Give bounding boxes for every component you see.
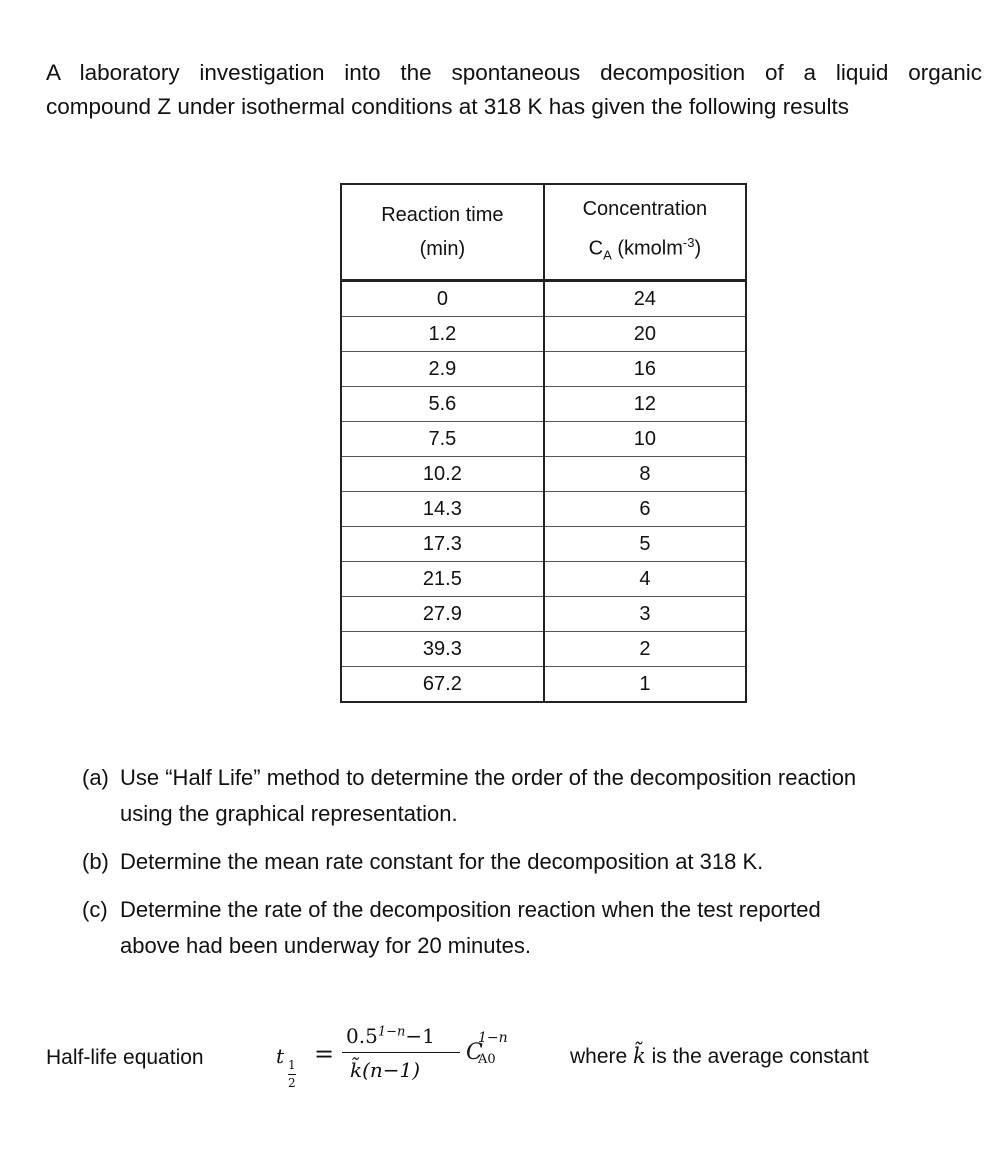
half-life-note: where k̃ is the average constant <box>570 1044 869 1068</box>
cell-concentration: 8 <box>544 457 746 492</box>
table-row <box>341 387 746 422</box>
formula-denominator: k̃(n−1) <box>350 1058 421 1082</box>
cell-reaction-time: 67.2 <box>341 667 544 703</box>
cell-reaction-time: 14.3 <box>341 492 544 527</box>
cell-reaction-time: 39.3 <box>341 632 544 667</box>
cell-concentration: 24 <box>544 281 746 317</box>
results-table <box>340 183 747 703</box>
table-row <box>341 632 746 667</box>
cell-reaction-time: 2.9 <box>341 352 544 387</box>
intro-line-1: A laboratory investigation into the spontaneous decomposition of a liquid organic <box>46 60 982 85</box>
header-concentration: Concentration $C_A$ (kmolm$^{-3}$) <box>544 184 746 281</box>
cell-concentration: 5 <box>544 527 746 562</box>
cell-concentration: 3 <box>544 597 746 632</box>
cell-reaction-time: 7.5 <box>341 422 544 457</box>
table-row <box>341 281 746 317</box>
question-a: (a) Use “Half Life” method to determine the order of the decomposition reaction using the graphical representation. <box>82 765 857 826</box>
formula-numerator: $0.5^{1-n}-1$ <box>346 1024 435 1048</box>
table-row <box>341 422 746 457</box>
cell-concentration: 6 <box>544 492 746 527</box>
cell-concentration: 16 <box>544 352 746 387</box>
table-row <box>341 492 746 527</box>
table-row <box>341 457 746 492</box>
half-life-label: Half-life equation <box>46 1046 204 1069</box>
cell-reaction-time: 27.9 <box>341 597 544 632</box>
cell-reaction-time: 21.5 <box>341 562 544 597</box>
cell-concentration: 2 <box>544 632 746 667</box>
cell-reaction-time: 17.3 <box>341 527 544 562</box>
table-row <box>341 527 746 562</box>
cell-reaction-time: 0 <box>341 281 544 317</box>
cell-concentration: 10 <box>544 422 746 457</box>
questions-list <box>82 760 962 976</box>
cell-reaction-time: 10.2 <box>341 457 544 492</box>
question-c: (c) Determine the rate of the decomposition reaction when the test reported above had been underway for 20 minutes. <box>82 897 821 958</box>
table-row <box>341 317 746 352</box>
cell-reaction-time: 5.6 <box>341 387 544 422</box>
intro-line-2: compound Z under isothermal conditions at 318 K has given the following results <box>46 94 849 119</box>
cell-concentration: 12 <box>544 387 746 422</box>
formula-t-half: t 1 2 <box>276 1044 296 1090</box>
cell-concentration: 20 <box>544 317 746 352</box>
formula-c-a0: C 1−n A0 <box>466 1030 508 1067</box>
table-row <box>341 562 746 597</box>
cell-reaction-time: 1.2 <box>341 317 544 352</box>
cell-concentration: 4 <box>544 562 746 597</box>
table-row <box>341 667 746 703</box>
half-life-equation: Half-life equation t 1 2 = $0.5^{1-n}-1$ k̃(n−1) C 1−n A0 where k̃ is the average constant <box>46 1024 869 1090</box>
table-row <box>341 352 746 387</box>
header-reaction-time: Reaction time (min) <box>341 184 544 281</box>
question-b: (b) Determine the mean rate constant for the decomposition at 318 K. <box>82 849 764 874</box>
cell-concentration: 1 <box>544 667 746 703</box>
table-header-row <box>341 184 746 281</box>
table-row <box>341 597 746 632</box>
intro-paragraph <box>46 56 982 124</box>
